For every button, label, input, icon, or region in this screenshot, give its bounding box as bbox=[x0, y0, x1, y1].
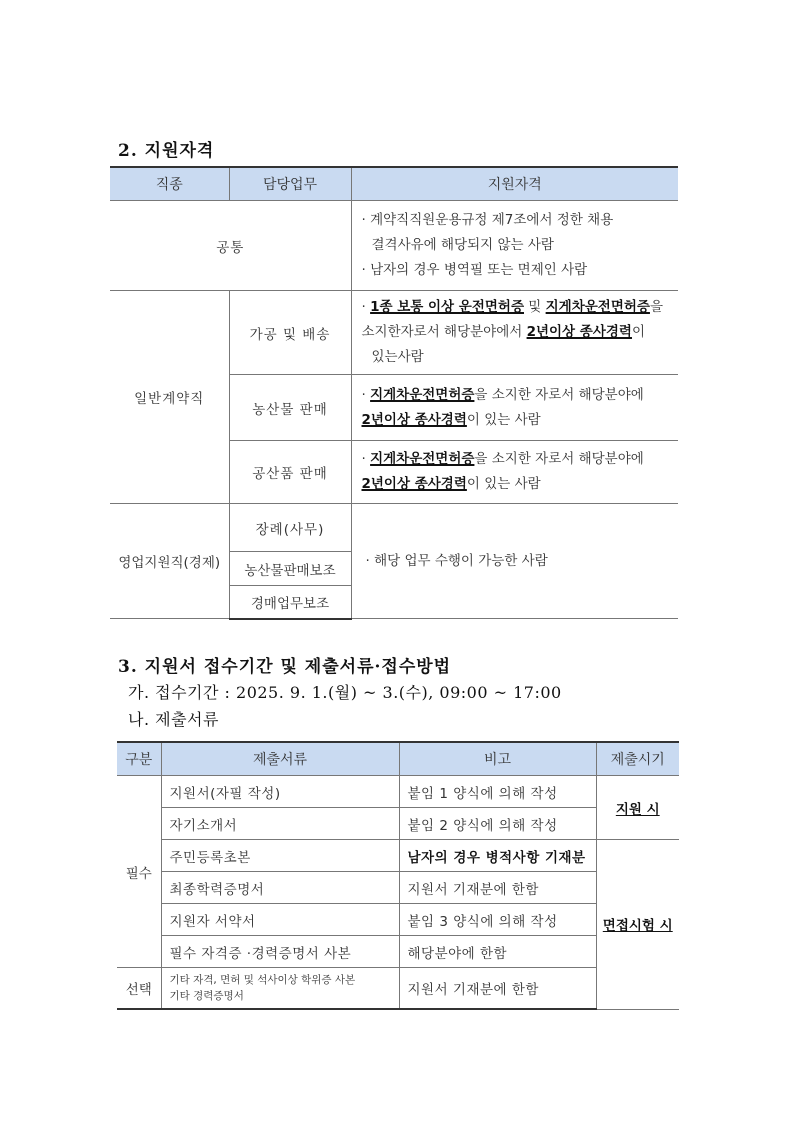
general-category: 일반계약직 bbox=[110, 291, 229, 504]
duty-funeral: 장례(사무) bbox=[229, 504, 351, 552]
optional-label: 선택 bbox=[117, 968, 161, 1010]
doc-license-career: 필수 자격증 ·경력증명서 사본 bbox=[161, 936, 399, 968]
header-qualification: 지원자격 bbox=[351, 167, 678, 201]
note-resident-abstract: 남자의 경우 병적사항 기재분 bbox=[399, 840, 596, 872]
duty-auction-assist: 경매업무보조 bbox=[229, 586, 351, 619]
documents-label: 나. 제출서류 bbox=[128, 710, 219, 729]
table-row bbox=[117, 776, 679, 808]
table-row bbox=[117, 808, 679, 840]
timing-apply: 지원 시 bbox=[596, 776, 679, 840]
header-row bbox=[117, 742, 679, 776]
note-license-career: 해당분야에 한함 bbox=[399, 936, 596, 968]
timing-interview: 면접시험 시 bbox=[596, 840, 679, 1010]
table-row bbox=[110, 291, 678, 375]
doc-resident-abstract: 주민등록초본 bbox=[161, 840, 399, 872]
qualification-table bbox=[110, 166, 678, 620]
duty-agri-sales: 농산물 판매 bbox=[229, 375, 351, 441]
sales-qualification: · 해당 업무 수행이 가능한 사람 bbox=[351, 504, 678, 619]
section-3-title: 3. 지원서 접수기간 및 제출서류·접수방법 bbox=[118, 657, 452, 677]
qualification-agri-sales: · 지게차운전면허증을 소지한 자로서 해당분야에 2년이상 종사경력이 있는 사람 bbox=[351, 375, 678, 441]
header-category: 구분 bbox=[117, 742, 161, 776]
duty-agri-assist: 농산물판매보조 bbox=[229, 552, 351, 586]
note-optional: 지원서 기재분에 한함 bbox=[399, 968, 596, 1010]
table-row bbox=[110, 201, 678, 291]
header-row bbox=[110, 167, 678, 201]
common-category: 공통 bbox=[110, 201, 351, 291]
qualification-goods-sales: · 지게차운전면허증을 소지한 자로서 해당분야에 2년이상 종사경력이 있는 사람 bbox=[351, 441, 678, 504]
application-period: 가. 접수기간 : 2025. 9. 1.(월) ~ 3.(수), 09:00 ~ 17:00 bbox=[128, 683, 562, 702]
header-note: 비고 bbox=[399, 742, 596, 776]
table-row bbox=[117, 904, 679, 936]
qualification-processing: · 1종 보통 이상 운전면허증 및 지게차운전면허증을 소지한자로서 해당분야에서 2년이상 종사경력이 있는사람 bbox=[351, 291, 678, 375]
header-document: 제출서류 bbox=[161, 742, 399, 776]
doc-self-intro: 자기소개서 bbox=[161, 808, 399, 840]
note-pledge: 붙임 3 양식에 의해 작성 bbox=[399, 904, 596, 936]
note-application: 붙임 1 양식에 의해 작성 bbox=[399, 776, 596, 808]
documents-table bbox=[117, 741, 679, 1010]
note-education: 지원서 기재분에 한함 bbox=[399, 872, 596, 904]
table-row bbox=[117, 936, 679, 968]
header-duty: 담당업무 bbox=[229, 167, 351, 201]
header-timing: 제출시기 bbox=[596, 742, 679, 776]
doc-application: 지원서(자필 작성) bbox=[161, 776, 399, 808]
duty-processing: 가공 및 배송 bbox=[229, 291, 351, 375]
table-row bbox=[110, 504, 678, 552]
table-row bbox=[117, 968, 679, 1010]
doc-pledge: 지원자 서약서 bbox=[161, 904, 399, 936]
table-row bbox=[117, 872, 679, 904]
duty-goods-sales: 공산품 판매 bbox=[229, 441, 351, 504]
common-qualification: · 계약직직원운용규정 제7조에서 정한 채용 결격사유에 해당되지 않는 사람 · 남자의 경우 병역필 또는 면제인 사람 bbox=[351, 201, 678, 291]
table-row bbox=[117, 840, 679, 872]
section-2-title: 2. 지원자격 bbox=[118, 141, 215, 161]
sales-category: 영업지원직(경제) bbox=[110, 504, 229, 619]
note-self-intro: 붙임 2 양식에 의해 작성 bbox=[399, 808, 596, 840]
doc-education: 최종학력증명서 bbox=[161, 872, 399, 904]
header-job-type: 직종 bbox=[110, 167, 229, 201]
required-label: 필수 bbox=[117, 776, 161, 968]
doc-optional: 기타 자격, 면허 및 석사이상 학위증 사본 기타 경력증명서 bbox=[161, 968, 399, 1010]
